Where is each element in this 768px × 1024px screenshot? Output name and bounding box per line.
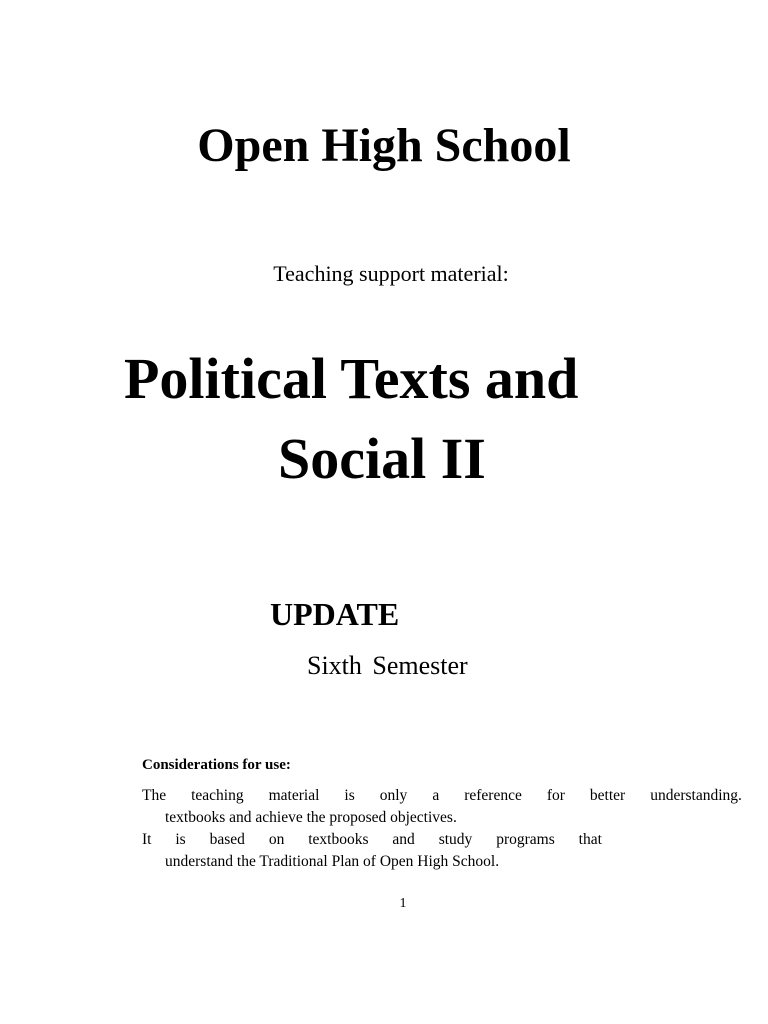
word: for	[546, 787, 565, 804]
word: a	[432, 787, 440, 804]
paragraph-2-line-1	[142, 829, 602, 851]
word: better	[589, 787, 626, 804]
paragraph-1-line-2: textbooks and achieve the proposed objectives.	[165, 809, 457, 826]
word: The	[142, 787, 167, 804]
word: on	[268, 831, 285, 848]
word: understanding.	[650, 787, 742, 804]
semester-label: Sixth Semester	[307, 651, 468, 680]
word: based	[209, 831, 245, 848]
update-label: UPDATE	[270, 596, 400, 632]
subject-title-line-2: Social II	[278, 426, 486, 491]
word: textbooks	[308, 831, 369, 848]
page-number: 1	[399, 896, 407, 911]
considerations-heading: Considerations for use:	[142, 757, 291, 773]
subject-title-line-1: Political Texts and	[124, 346, 579, 411]
word: is	[344, 787, 355, 804]
paragraph-2-line-2: understand the Traditional Plan of Open High School.	[165, 853, 500, 870]
school-title: Open High School	[197, 119, 571, 172]
word: material	[268, 787, 320, 804]
word: teaching	[191, 787, 244, 804]
word: is	[175, 831, 186, 848]
word: and	[392, 831, 415, 848]
word: reference	[464, 787, 522, 804]
support-material-label: Teaching support material:	[273, 261, 509, 286]
word: that	[578, 831, 602, 848]
word: programs	[496, 831, 555, 848]
word: study	[438, 831, 473, 848]
word: It	[142, 831, 152, 848]
word: only	[379, 787, 408, 804]
paragraph-1-line-1	[142, 785, 742, 807]
